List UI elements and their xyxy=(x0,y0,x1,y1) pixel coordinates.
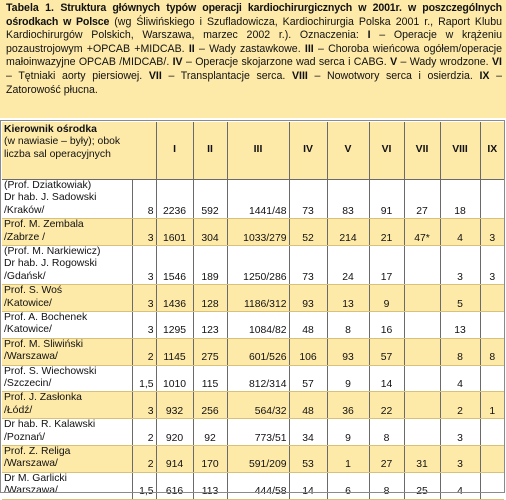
table-row xyxy=(2,285,504,312)
value-cell: 601/526 xyxy=(227,338,289,365)
value-cell: 14 xyxy=(369,365,404,392)
operating-rooms-cell: 3 xyxy=(132,311,156,338)
value-cell: 93 xyxy=(327,338,369,365)
value-cell xyxy=(404,365,440,392)
header-column: V xyxy=(327,122,369,180)
center-head-cell xyxy=(2,445,132,472)
header-kierownik-title: Kierownik ośrodka xyxy=(4,124,97,135)
value-cell: 8 xyxy=(480,338,504,365)
value-cell: 3 xyxy=(480,245,504,284)
header-kierownik xyxy=(2,122,156,180)
operating-rooms-cell: 2 xyxy=(132,419,156,446)
center-head-line: /Zabrze / xyxy=(4,231,45,243)
value-cell: 2236 xyxy=(156,180,193,219)
value-cell xyxy=(404,392,440,419)
center-head-cell xyxy=(2,338,132,365)
legend-text: – Operacje w krążeniu pozaustrojowym +OPCAB +MIDCAB. xyxy=(6,29,502,55)
value-cell: 8 xyxy=(440,338,480,365)
value-cell: 73 xyxy=(289,245,327,284)
center-head-line: Dr M. Garlicki xyxy=(4,472,67,484)
value-cell: 57 xyxy=(289,365,327,392)
center-head-cell xyxy=(2,180,132,219)
value-cell xyxy=(404,285,440,312)
value-cell: 48 xyxy=(289,311,327,338)
center-head-line: Prof. M. Śliwiński xyxy=(4,338,84,350)
table-row xyxy=(2,419,504,446)
value-cell xyxy=(480,419,504,446)
value-cell: 73 xyxy=(289,180,327,219)
table-header-row xyxy=(2,122,504,180)
value-cell: 1 xyxy=(327,445,369,472)
value-cell: 914 xyxy=(156,445,193,472)
legend-text: – Nowotwory serca i osierdzia. xyxy=(314,69,473,82)
value-cell: 48 xyxy=(289,392,327,419)
center-head-line: /Warszawa/ xyxy=(4,351,58,363)
operating-rooms-cell: 3 xyxy=(132,245,156,284)
value-cell: 128 xyxy=(193,285,227,312)
value-cell xyxy=(480,365,504,392)
table-row xyxy=(2,472,504,499)
center-head-line: /Poznań/ xyxy=(4,431,46,443)
legend-code: IV xyxy=(172,56,183,69)
legend-text: – Transplantacje serca. xyxy=(168,69,286,82)
legend-code: III xyxy=(304,42,314,55)
header-column: II xyxy=(193,122,227,180)
center-head-cell xyxy=(2,472,132,499)
value-cell xyxy=(480,311,504,338)
value-cell: 592 xyxy=(193,180,227,219)
value-cell: 170 xyxy=(193,445,227,472)
table-row xyxy=(2,338,504,365)
center-head-line: (Prof. Dziatkowiak) xyxy=(4,180,92,191)
value-cell: 8 xyxy=(369,419,404,446)
table-row xyxy=(2,311,504,338)
center-head-line: Prof. J. Zasłonka xyxy=(4,392,82,404)
header-column: IX xyxy=(480,122,504,180)
table-row xyxy=(2,219,504,246)
value-cell: 9 xyxy=(327,419,369,446)
center-head-line: Prof. S. Woś xyxy=(4,285,63,297)
legend-text: – Wady zastawkowe. xyxy=(198,42,301,55)
table-caption xyxy=(0,0,506,118)
value-cell: 47* xyxy=(404,219,440,246)
value-cell: 22 xyxy=(369,392,404,419)
value-cell: 591/209 xyxy=(227,445,289,472)
value-cell xyxy=(480,180,504,219)
value-cell xyxy=(404,311,440,338)
operations-table xyxy=(2,122,504,500)
table-row xyxy=(2,392,504,419)
header-column: I xyxy=(156,122,193,180)
operating-rooms-cell: 3 xyxy=(132,285,156,312)
operating-rooms-cell: 2 xyxy=(132,338,156,365)
legend-code: VII xyxy=(148,69,162,82)
value-cell: 1295 xyxy=(156,311,193,338)
value-cell: 93 xyxy=(289,285,327,312)
value-cell: 189 xyxy=(193,245,227,284)
center-head-line: Dr hab. J. Sadowski xyxy=(4,192,97,204)
value-cell: 57 xyxy=(369,338,404,365)
center-head-cell xyxy=(2,285,132,312)
operating-rooms-cell: 1,5 xyxy=(132,365,156,392)
value-cell xyxy=(480,472,504,499)
center-head-cell xyxy=(2,219,132,246)
header-column: VII xyxy=(404,122,440,180)
legend-code: I xyxy=(367,29,371,42)
value-cell: 8 xyxy=(327,311,369,338)
header-column: VI xyxy=(369,122,404,180)
header-column: VIII xyxy=(440,122,480,180)
center-head-line: /Katowice/ xyxy=(4,324,52,336)
value-cell: 920 xyxy=(156,419,193,446)
operating-rooms-cell: 2 xyxy=(132,445,156,472)
value-cell: 9 xyxy=(327,365,369,392)
value-cell: 34 xyxy=(289,419,327,446)
legend-text: – Wady wrodzone. xyxy=(400,56,489,69)
center-head-line: (Prof. M. Narkiewicz) xyxy=(4,245,101,257)
value-cell: 18 xyxy=(440,180,480,219)
value-cell: 92 xyxy=(193,419,227,446)
value-cell xyxy=(480,445,504,472)
center-head-cell xyxy=(2,311,132,338)
header-column: IV xyxy=(289,122,327,180)
value-cell: 113 xyxy=(193,472,227,499)
value-cell: 1441/48 xyxy=(227,180,289,219)
value-cell: 13 xyxy=(327,285,369,312)
value-cell: 1033/279 xyxy=(227,219,289,246)
center-head-cell xyxy=(2,419,132,446)
center-head-line: Dr hab. R. Kalawski xyxy=(4,419,96,431)
value-cell: 8 xyxy=(369,472,404,499)
value-cell: 1 xyxy=(480,392,504,419)
value-cell: 4 xyxy=(440,472,480,499)
table-row xyxy=(2,445,504,472)
value-cell: 1436 xyxy=(156,285,193,312)
center-head-cell xyxy=(2,245,132,284)
value-cell: 115 xyxy=(193,365,227,392)
value-cell: 3 xyxy=(440,445,480,472)
center-head-cell xyxy=(2,392,132,419)
value-cell: 2 xyxy=(440,392,480,419)
value-cell: 106 xyxy=(289,338,327,365)
value-cell: 1250/286 xyxy=(227,245,289,284)
value-cell: 616 xyxy=(156,472,193,499)
operating-rooms-cell: 1,5 xyxy=(132,472,156,499)
operating-rooms-cell: 8 xyxy=(132,180,156,219)
value-cell xyxy=(480,285,504,312)
table-row xyxy=(2,365,504,392)
header-column: III xyxy=(227,122,289,180)
caption-label: Tabela 1. xyxy=(6,2,54,14)
value-cell: 21 xyxy=(369,219,404,246)
value-cell: 932 xyxy=(156,392,193,419)
legend-code: VIII xyxy=(291,69,308,82)
value-cell: 17 xyxy=(369,245,404,284)
value-cell: 9 xyxy=(369,285,404,312)
legend-text: – Zatorowość płucna. xyxy=(6,69,502,96)
value-cell: 444/58 xyxy=(227,472,289,499)
value-cell: 1546 xyxy=(156,245,193,284)
operating-rooms-cell: 3 xyxy=(132,392,156,419)
legend-code: IX xyxy=(479,69,490,82)
value-cell: 3 xyxy=(440,245,480,284)
value-cell: 16 xyxy=(369,311,404,338)
legend-text: – Tętniaki aorty piersiowej. xyxy=(6,69,143,82)
value-cell: 123 xyxy=(193,311,227,338)
legend-text: – Operacje skojarzone wad serca i CABG. xyxy=(185,56,387,69)
value-cell: 1145 xyxy=(156,338,193,365)
value-cell: 13 xyxy=(440,311,480,338)
value-cell: 214 xyxy=(327,219,369,246)
value-cell: 27 xyxy=(369,445,404,472)
center-head-line: /Szczecin/ xyxy=(4,377,52,389)
value-cell xyxy=(404,338,440,365)
legend-code: VI xyxy=(491,56,502,69)
value-cell: 304 xyxy=(193,219,227,246)
table-row xyxy=(2,180,504,219)
center-head-line: Prof. A. Bochenek xyxy=(4,311,88,323)
value-cell: 24 xyxy=(327,245,369,284)
center-head-line: /Katowice/ xyxy=(4,297,52,309)
value-cell: 773/51 xyxy=(227,419,289,446)
value-cell: 1010 xyxy=(156,365,193,392)
table-body xyxy=(2,180,504,500)
value-cell: 1601 xyxy=(156,219,193,246)
center-head-line: Prof. Z. Religa xyxy=(4,445,71,457)
value-cell: 6 xyxy=(327,472,369,499)
operating-rooms-cell: 3 xyxy=(132,219,156,246)
value-cell: 14 xyxy=(289,472,327,499)
value-cell: 36 xyxy=(327,392,369,419)
legend-code: II xyxy=(188,42,195,55)
value-cell: 53 xyxy=(289,445,327,472)
value-cell: 52 xyxy=(289,219,327,246)
caption-source: (wg Śliwińskiego i Szufladowicza, Kardiochirurgia Polska 2001 r., Raport Klubu Kardiochirurgów Polskich, Warszawa, marzec 2002 r.). Oznaczenia: xyxy=(6,15,502,42)
header-kierownik-note-1: (w nawiasie – były); obok xyxy=(4,136,121,148)
center-head-line: Dr hab. J. Rogowski xyxy=(4,258,97,270)
value-cell: 31 xyxy=(404,445,440,472)
center-head-cell xyxy=(2,365,132,392)
value-cell: 3 xyxy=(440,419,480,446)
value-cell: 256 xyxy=(193,392,227,419)
value-cell: 1186/312 xyxy=(227,285,289,312)
center-head-line: /Łódź/ xyxy=(4,404,33,416)
value-cell: 1084/82 xyxy=(227,311,289,338)
center-head-line: /Gdańsk/ xyxy=(4,270,46,282)
legend-code: V xyxy=(390,56,398,69)
value-cell: 27 xyxy=(404,180,440,219)
caption-title: Struktura głównych typów operacji kardiochirurgicznych w 2001r. w poszczególnych ośrodkach w Polsce xyxy=(6,2,502,28)
value-cell: 4 xyxy=(440,365,480,392)
center-head-line: /Warszawa/ xyxy=(4,485,58,497)
legend-text: – Choroba wieńcowa ogółem/operacje małoinwazyjne OPCAB /MIDCAB/. xyxy=(6,42,502,69)
center-head-line: /Kraków/ xyxy=(4,204,45,216)
value-cell: 83 xyxy=(327,180,369,219)
center-head-line: Prof. M. Zembala xyxy=(4,219,84,231)
center-head-line: /Warszawa/ xyxy=(4,458,58,470)
value-cell: 91 xyxy=(369,180,404,219)
value-cell: 4 xyxy=(440,219,480,246)
header-kierownik-note-2: liczba sal operacyjnych xyxy=(4,148,111,160)
value-cell xyxy=(404,419,440,446)
value-cell: 812/314 xyxy=(227,365,289,392)
value-cell: 3 xyxy=(480,219,504,246)
value-cell: 564/32 xyxy=(227,392,289,419)
value-cell xyxy=(404,245,440,284)
center-head-line: Prof. S. Wiechowski xyxy=(4,365,97,377)
table-row xyxy=(2,245,504,284)
value-cell: 275 xyxy=(193,338,227,365)
value-cell: 25 xyxy=(404,472,440,499)
value-cell: 5 xyxy=(440,285,480,312)
